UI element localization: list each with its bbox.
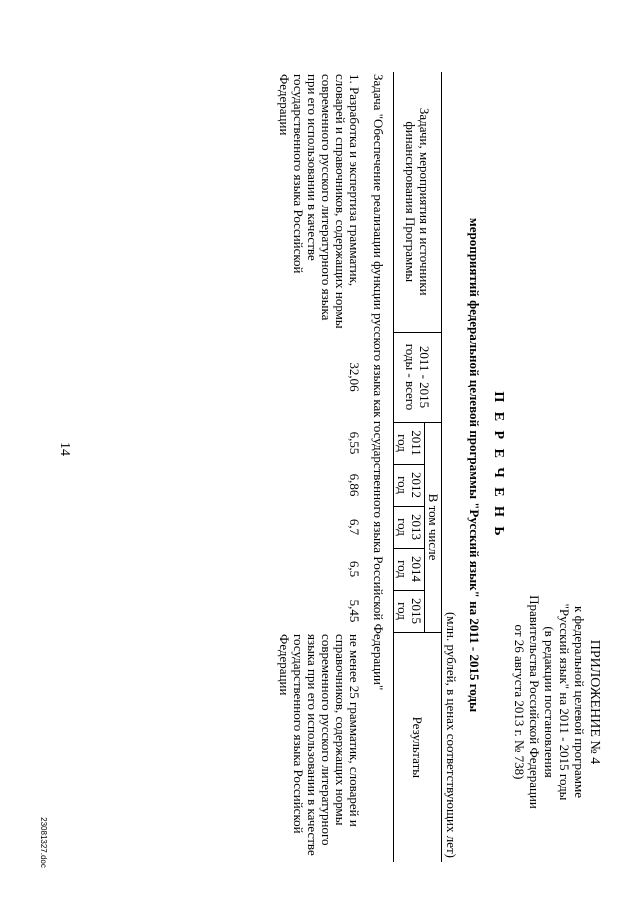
year-2012-cell: 6,86 — [347, 473, 362, 497]
header-year-2015: 2015 год — [394, 590, 425, 632]
measure-cell: 1. Разработка и экспертиза грамматик, словарей и справочников, содержащих нормы современного русского литературного языка при его использовании в качестве государственного языка Российской Федерации — [277, 74, 362, 329]
appendix-line: Правительства Российской Федерации — [527, 595, 542, 809]
appendix-line: (в редакции постановления — [542, 626, 557, 778]
measures-table — [273, 72, 442, 862]
result-cell: не менее 25 грамматик, словарей и справочников, содержащих нормы современного русского литературного языка при его использовании в качестве государственного языка Российской Федерации — [277, 634, 362, 856]
table-row — [273, 72, 365, 862]
page-number: 14 — [57, 442, 72, 456]
header-year-2014: 2014 год — [394, 548, 425, 590]
appendix-line: к федеральной целевой программе — [572, 606, 587, 798]
year-2014-cell: 6,5 — [347, 560, 362, 578]
header-year-2011: 2011 год — [394, 422, 425, 464]
year-2013-cell: 6,7 — [347, 518, 362, 536]
appendix-header — [512, 552, 602, 852]
file-id: 23081327.doc — [38, 817, 48, 868]
appendix-title: ПРИЛОЖЕНИЕ № 4 — [587, 639, 602, 765]
year-2015-cell: 5,45 — [347, 599, 362, 623]
units-note: (млн. рублей, в ценах соответствующих лет) — [444, 611, 459, 858]
header-year-2012: 2012 год — [394, 464, 425, 506]
total-cell: 32,06 — [347, 362, 362, 392]
rotated-page-content — [35, 60, 610, 870]
appendix-line: от 26 августа 2013 г. № 738) — [512, 624, 527, 780]
header-including: В том числе — [425, 422, 442, 632]
appendix-line: "Русский язык" на 2011 - 2015 годы — [557, 603, 572, 801]
header-year-2013: 2013 год — [394, 506, 425, 548]
document-subtitle: мероприятий федеральной целевой программы "Русский язык" на 2011 - 2015 годы — [467, 217, 482, 713]
header-results: Результаты — [394, 632, 442, 862]
header-total: 2011 - 2015 годы - всего — [394, 332, 442, 422]
task-row: Задача "Обеспечение реализации функции русского языка как государственного языка Российской Федерации" — [371, 74, 386, 691]
header-tasks: Задачи, мероприятия и источники финансирования Программы — [394, 72, 442, 332]
year-2011-cell: 6,55 — [347, 431, 362, 455]
document-title: П Е Р Е Ч Е Н Ь — [491, 391, 506, 539]
